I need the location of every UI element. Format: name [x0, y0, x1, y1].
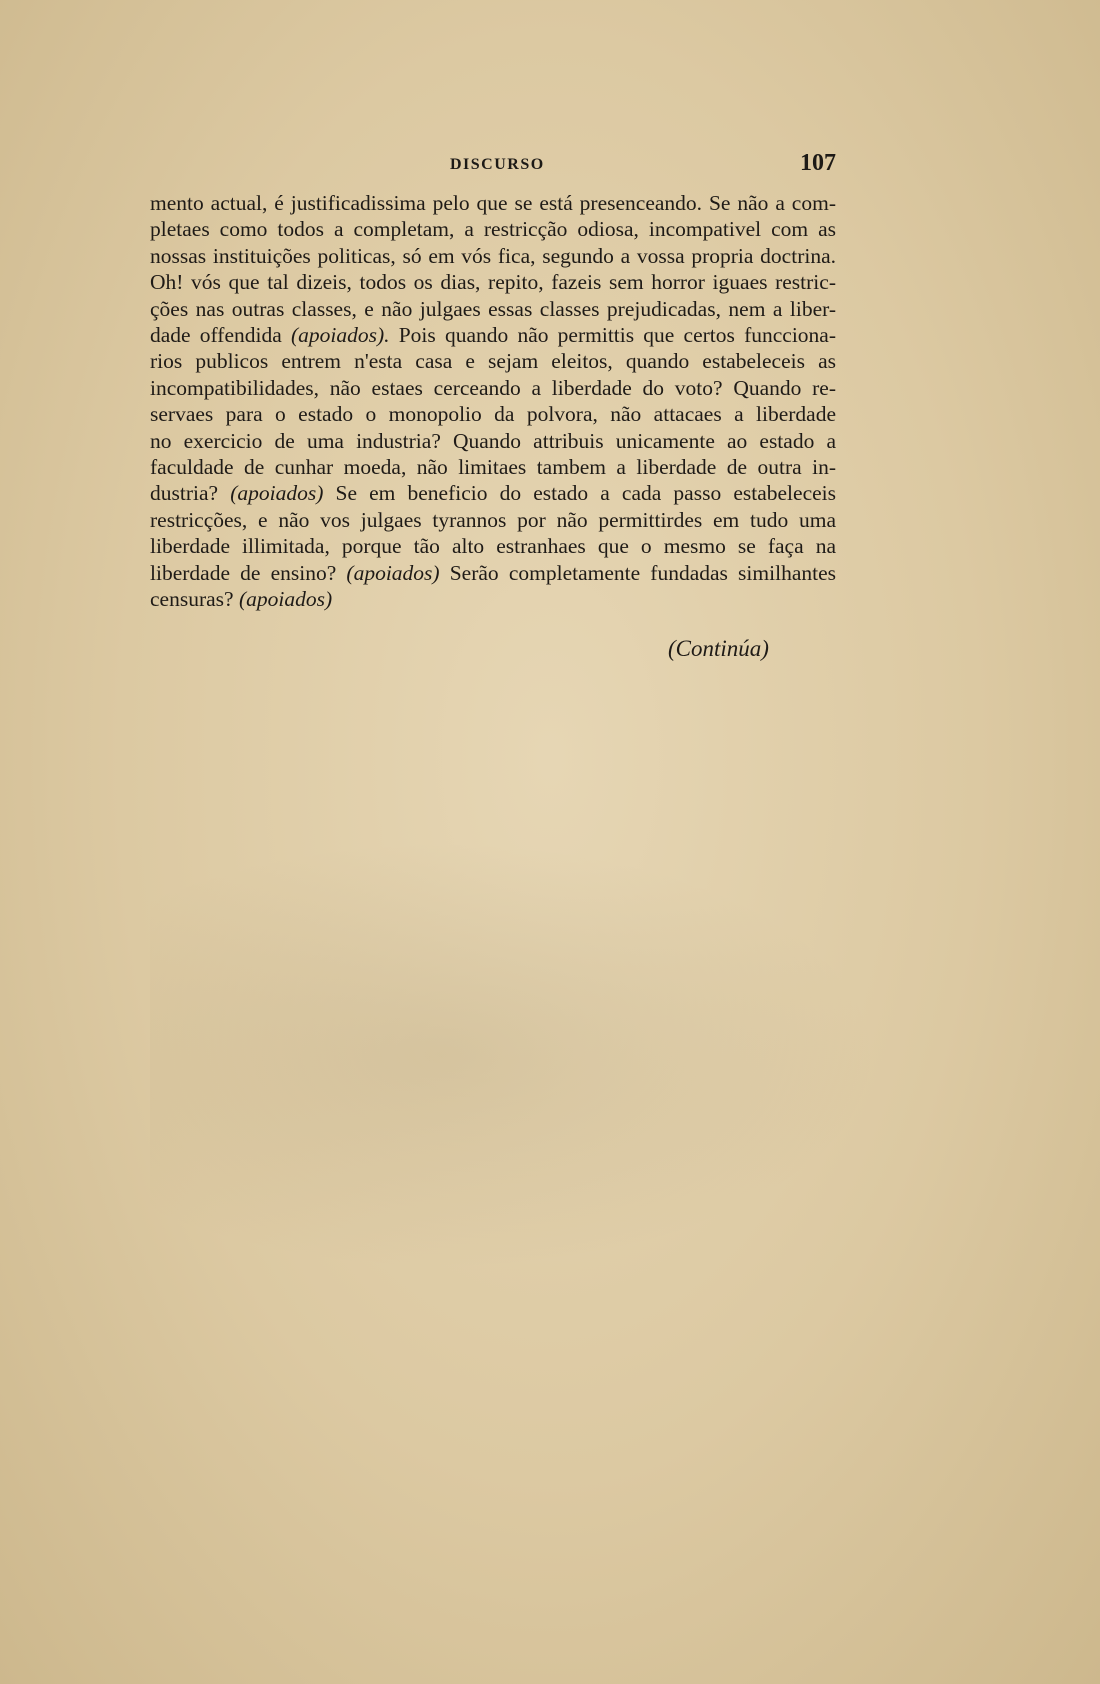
continued-note: (Continúa) — [668, 636, 769, 661]
line-text: nossas instituições politicas, só em vós fica, segundo a vossa propria doctrina. — [150, 243, 836, 268]
text-line — [150, 243, 836, 269]
body-paragraph — [150, 190, 836, 613]
line-text: rios publicos entrem n'esta casa e sejam eleitos, quando estabeleceis as — [150, 349, 836, 374]
line-text: incompatibilidades, não estaes cerceando a liberdade do voto? Quando re- — [150, 375, 836, 400]
line-text: Se em beneficio do estado a cada passo estabeleceis — [323, 481, 836, 506]
show-through-stain — [150, 840, 880, 1270]
text-line — [150, 480, 836, 506]
line-text: dade offendida — [150, 323, 291, 348]
text-line — [150, 348, 836, 374]
text-line — [150, 216, 836, 242]
text-line — [150, 190, 836, 216]
italic-aside: (apoiados) — [346, 560, 440, 585]
running-head — [150, 150, 836, 180]
line-text: ções nas outras classes, e não julgaes essas classes prejudicadas, nem a liber- — [150, 296, 836, 321]
italic-aside: (apoiados). — [290, 323, 390, 348]
page-number: 107 — [800, 150, 836, 176]
text-line — [150, 507, 836, 533]
line-text: servaes para o estado o monopolio da polvora, não attacaes a liberdade — [150, 402, 836, 427]
text-line — [150, 322, 836, 348]
text-line — [150, 560, 836, 586]
line-text: liberdade de ensino? — [150, 560, 347, 585]
text-line — [150, 401, 836, 427]
line-text: mento actual, é justificadissima pelo que se está presenceando. Se não a com- — [150, 191, 836, 215]
line-text: dustria? — [150, 481, 231, 506]
text-line — [150, 375, 836, 401]
text-line — [150, 296, 836, 322]
line-text: no exercicio de uma industria? Quando attribuis unicamente ao estado a — [150, 428, 836, 453]
line-text: restricções, e não vos julgaes tyrannos por não permittirdes em tudo uma — [150, 507, 836, 532]
running-title: DISCURSO — [450, 156, 545, 173]
text-line — [150, 454, 836, 480]
italic-aside: (apoiados) — [238, 587, 333, 612]
line-text: Serão completamente fundadas similhantes — [439, 560, 836, 585]
line-text: faculdade de cunhar moeda, não limitaes tambem a liberdade de outra in- — [150, 455, 836, 480]
line-text: Pois quando não permittis que certos funcciona- — [389, 323, 836, 348]
line-text: censuras? — [150, 587, 239, 612]
text-line — [150, 269, 836, 295]
text-line — [150, 428, 836, 454]
italic-aside: (apoiados) — [230, 481, 324, 506]
text-line — [150, 586, 836, 612]
line-text: pletaes como todos a completam, a restricção odiosa, incompativel com as — [150, 217, 836, 242]
text-line — [150, 533, 836, 559]
line-text: liberdade illimitada, porque tão alto estranhaes que o mesmo se faça na — [150, 534, 836, 559]
line-text: Oh! vós que tal dizeis, todos os dias, repito, fazeis sem horror iguaes restric- — [150, 270, 836, 295]
